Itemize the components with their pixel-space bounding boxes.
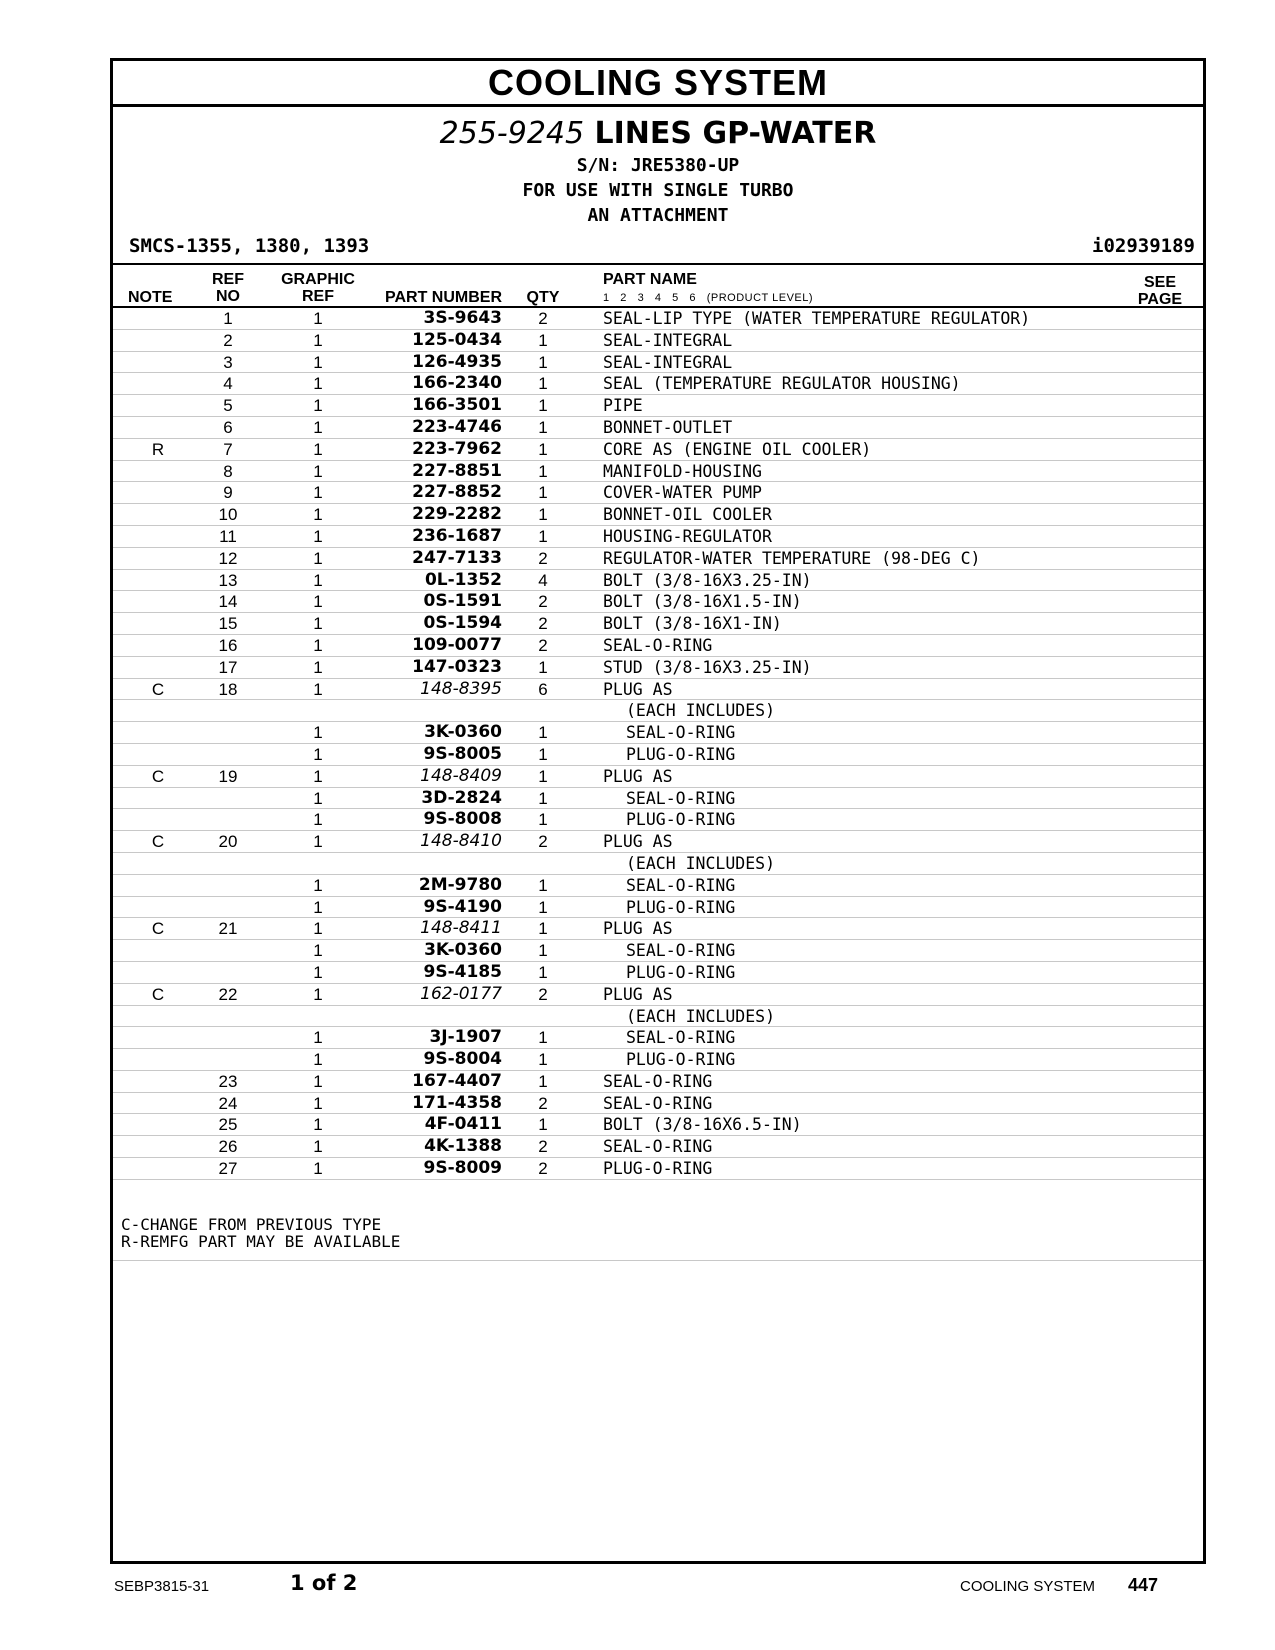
use-line-2: AN ATTACHMENT [587, 205, 729, 226]
note-cell: R [151, 439, 165, 459]
part-name-cell: BOLT (3/8-16X6.5-IN) [603, 1115, 802, 1135]
part-name-cell: PLUG-O-RING [603, 1159, 713, 1179]
table-row [113, 679, 1203, 701]
graphic-ref-cell: 1 [313, 788, 323, 808]
part-name-cell: SEAL-LIP TYPE (WATER TEMPERATURE REGULATOR) [603, 309, 1031, 328]
part-number-cell: 148-8411 [420, 918, 502, 939]
part-name-cell: SEAL-O-RING [603, 1137, 713, 1157]
qty-cell: 2 [538, 614, 548, 634]
table-row [113, 700, 1203, 722]
qty-cell: 2 [538, 548, 548, 568]
graphic-ref-cell: 1 [313, 962, 323, 982]
graphic-ref-cell: 1 [313, 570, 323, 590]
part-number-cell: 3D-2824 [421, 787, 502, 808]
part-number-cell: 167-4407 [412, 1070, 502, 1091]
qty-cell: 2 [538, 984, 548, 1004]
qty-cell: 2 [538, 1093, 548, 1113]
ref-no-cell: 22 [218, 984, 238, 1004]
ref-no-cell: 3 [223, 352, 233, 372]
qty-cell: 1 [538, 461, 548, 481]
part-number-cell: 9S-8009 [423, 1158, 502, 1179]
table-row [113, 526, 1203, 548]
graphic-ref-cell: 1 [313, 1137, 323, 1157]
header-see-page-line1: SEE [1143, 274, 1176, 291]
part-name-cell: COVER-WATER PUMP [603, 483, 762, 503]
group-title [113, 115, 1203, 153]
graphic-ref-cell: 1 [313, 461, 323, 481]
part-number-cell: 148-8395 [420, 678, 502, 699]
graphic-ref-cell: 1 [313, 635, 323, 655]
part-name-cell: SEAL-INTEGRAL [603, 330, 733, 350]
part-number-cell: 0S-1594 [423, 613, 502, 634]
table-row [113, 504, 1203, 526]
table-row [113, 1158, 1203, 1180]
part-name-cell: PLUG-O-RING [626, 897, 736, 917]
table-row [113, 1071, 1203, 1093]
part-number-cell: 171-4358 [412, 1092, 502, 1113]
graphic-ref-cell: 1 [313, 875, 323, 895]
header-qty: QTY [526, 289, 560, 306]
part-name-cell: (EACH INCLUDES) [626, 853, 776, 873]
header-graphic-ref-line2: REF [302, 288, 334, 305]
graphic-ref-cell: 1 [313, 897, 323, 917]
note-change: C-CHANGE FROM PREVIOUS TYPE [121, 1215, 382, 1234]
ref-no-cell: 5 [223, 396, 233, 416]
qty-cell: 1 [538, 505, 548, 525]
graphic-ref-cell: 1 [313, 1071, 323, 1091]
part-name-cell: (EACH INCLUDES) [626, 1006, 776, 1026]
table-row [113, 591, 1203, 613]
footer-page-of: 1 of 2 [290, 1571, 358, 1595]
part-name-cell: MANIFOLD-HOUSING [603, 461, 762, 481]
table-row [113, 1093, 1203, 1115]
header-ref-no [193, 271, 263, 305]
qty-cell: 1 [538, 374, 548, 394]
part-name-cell: SEAL-O-RING [603, 1093, 713, 1113]
part-name-cell: PLUG-O-RING [626, 810, 736, 830]
footer-section: COOLING SYSTEM [960, 1578, 1096, 1595]
part-name-cell: PLUG AS [603, 679, 673, 699]
part-number-cell: 9S-8004 [423, 1049, 502, 1070]
graphic-ref-cell: 1 [313, 723, 323, 743]
graphic-ref-cell: 1 [313, 744, 323, 764]
table-row [113, 570, 1203, 592]
part-number-cell: 125-0434 [412, 329, 502, 350]
note-cell: C [151, 766, 165, 786]
table-row [113, 940, 1203, 962]
serial-number: S/N: JRE5380-UP [576, 155, 740, 176]
qty-cell: 4 [538, 570, 548, 590]
graphic-ref-cell: 1 [313, 1159, 323, 1179]
graphic-ref-cell: 1 [313, 1028, 323, 1048]
table-row [113, 352, 1203, 374]
part-number-cell: 223-7962 [412, 438, 502, 459]
part-number-cell: 109-0077 [412, 634, 502, 655]
qty-cell: 2 [538, 592, 548, 612]
part-name-cell: BOLT (3/8-16X1.5-IN) [603, 592, 802, 612]
graphic-ref-cell: 1 [313, 592, 323, 612]
graphic-ref-cell: 1 [313, 1115, 323, 1135]
table-row [113, 1049, 1203, 1071]
qty-cell: 1 [538, 483, 548, 503]
note-cell: C [151, 984, 165, 1004]
part-name-cell: SEAL-O-RING [626, 875, 736, 895]
graphic-ref-cell: 1 [313, 657, 323, 677]
ref-no-cell: 17 [218, 657, 238, 677]
graphic-ref-cell: 1 [313, 548, 323, 568]
header-graphic-ref [268, 271, 368, 305]
graphic-ref-cell: 1 [313, 396, 323, 416]
part-number-cell: 162-0177 [420, 983, 502, 1004]
part-name-cell: SEAL-O-RING [626, 788, 736, 808]
ref-no-cell: 10 [218, 505, 238, 525]
ref-no-cell: 26 [218, 1137, 238, 1157]
qty-cell: 2 [538, 309, 548, 328]
notes-block [113, 1216, 1203, 1261]
part-number-cell: 166-3501 [412, 395, 502, 416]
part-number-cell: 9S-8005 [423, 743, 502, 764]
note-cell: C [151, 919, 165, 939]
table-row [113, 962, 1203, 984]
ref-no-cell: 2 [223, 330, 233, 350]
qty-cell: 2 [538, 1137, 548, 1157]
table-row [113, 613, 1203, 635]
use-line-1: FOR USE WITH SINGLE TURBO [522, 180, 794, 201]
qty-cell: 1 [538, 897, 548, 917]
footer-page-number: 447 [1128, 1575, 1159, 1595]
part-number-cell: 2M-9780 [418, 874, 502, 895]
header-part-name: PART NAME [603, 271, 697, 288]
page-frame [110, 58, 1206, 1564]
header-ref-no-line2: NO [216, 288, 240, 305]
qty-cell: 1 [538, 962, 548, 982]
document-identifier: i02939189 [1092, 235, 1195, 257]
part-name-cell: CORE AS (ENGINE OIL COOLER) [603, 439, 872, 459]
qty-cell: 1 [538, 1071, 548, 1091]
graphic-ref-cell: 1 [313, 919, 323, 939]
part-name-cell: BOLT (3/8-16X3.25-IN) [603, 570, 812, 590]
part-name-cell: STUD (3/8-16X3.25-IN) [603, 657, 812, 677]
ref-no-cell: 19 [218, 766, 238, 786]
header-see-page-line2: PAGE [1137, 291, 1183, 308]
graphic-ref-cell: 1 [313, 309, 323, 328]
graphic-ref-cell: 1 [313, 832, 323, 852]
qty-cell: 1 [538, 396, 548, 416]
table-row [113, 1114, 1203, 1136]
note-remfg: R-REMFG PART MAY BE AVAILABLE [121, 1232, 401, 1251]
graphic-ref-cell: 1 [313, 810, 323, 830]
smcs-row [113, 233, 1203, 263]
part-number-cell: 247-7133 [412, 547, 502, 568]
part-number-cell: 0S-1591 [423, 591, 502, 612]
header-product-level: 1 2 3 4 5 6 (PRODUCT LEVEL) [603, 292, 814, 304]
graphic-ref-cell: 1 [313, 417, 323, 437]
table-row [113, 395, 1203, 417]
ref-no-cell: 8 [223, 461, 233, 481]
part-number-cell: 166-2340 [412, 373, 502, 394]
graphic-ref-cell: 1 [313, 984, 323, 1004]
table-row [113, 482, 1203, 504]
table-row [113, 809, 1203, 831]
qty-cell: 2 [538, 635, 548, 655]
ref-no-cell: 1 [223, 309, 233, 328]
part-name-cell: (EACH INCLUDES) [626, 701, 776, 721]
qty-cell: 1 [538, 1050, 548, 1070]
part-number-cell: 3S-9643 [423, 308, 502, 328]
part-name-cell: PIPE [603, 396, 643, 416]
part-number-cell: 147-0323 [412, 656, 502, 677]
ref-no-cell: 15 [218, 614, 238, 634]
ref-no-cell: 18 [218, 679, 238, 699]
part-name-cell: SEAL-O-RING [626, 1028, 736, 1048]
footer-doc-number: SEBP3815-31 [114, 1578, 210, 1595]
graphic-ref-cell: 1 [313, 941, 323, 961]
ref-no-cell: 23 [218, 1071, 238, 1091]
qty-cell: 6 [538, 679, 548, 699]
table-row [113, 1136, 1203, 1158]
group-header [113, 115, 1203, 228]
part-number-cell: 126-4935 [412, 351, 502, 372]
graphic-ref-cell: 1 [313, 505, 323, 525]
part-name-cell: HOUSING-REGULATOR [603, 526, 772, 546]
ref-no-cell: 14 [218, 592, 238, 612]
graphic-ref-cell: 1 [313, 374, 323, 394]
ref-no-cell: 4 [223, 374, 233, 394]
section-title: COOLING SYSTEM [113, 61, 1203, 107]
table-row [113, 831, 1203, 853]
qty-cell: 1 [538, 941, 548, 961]
qty-cell: 1 [538, 439, 548, 459]
part-name-cell: BONNET-OUTLET [603, 417, 733, 437]
ref-no-cell: 21 [218, 919, 238, 939]
table-row [113, 657, 1203, 679]
graphic-ref-cell: 1 [313, 679, 323, 699]
graphic-ref-cell: 1 [313, 1093, 323, 1113]
graphic-ref-cell: 1 [313, 352, 323, 372]
part-name-cell: SEAL-INTEGRAL [603, 352, 733, 372]
table-row [113, 722, 1203, 744]
table-row [113, 744, 1203, 766]
ref-no-cell: 25 [218, 1115, 238, 1135]
part-name-cell: PLUG AS [603, 832, 673, 852]
header-graphic-ref-line1: GRAPHIC [281, 271, 355, 288]
table-row [113, 417, 1203, 439]
table-row [113, 853, 1203, 875]
part-number-cell: 148-8409 [420, 765, 502, 786]
table-row [113, 373, 1203, 395]
part-name-cell: BONNET-OIL COOLER [603, 505, 772, 525]
ref-no-cell: 27 [218, 1159, 238, 1179]
table-row [113, 439, 1203, 461]
page-footer [0, 1568, 1275, 1598]
table-row [113, 1027, 1203, 1049]
part-name-cell: REGULATOR-WATER TEMPERATURE (98-DEG C) [603, 548, 981, 568]
qty-cell: 1 [538, 723, 548, 743]
table-row [113, 548, 1203, 570]
qty-cell: 1 [538, 810, 548, 830]
graphic-ref-cell: 1 [313, 526, 323, 546]
note-cell: C [151, 832, 165, 852]
part-name-cell: PLUG AS [603, 919, 673, 939]
part-name-cell: PLUG AS [603, 766, 673, 786]
smcs-codes: SMCS-1355, 1380, 1393 [129, 235, 370, 257]
part-name-cell: SEAL-O-RING [603, 1071, 713, 1091]
part-number-cell: 236-1687 [412, 525, 502, 546]
qty-cell: 2 [538, 1159, 548, 1179]
table-header [113, 263, 1203, 308]
ref-no-cell: 13 [218, 570, 238, 590]
table-row [113, 897, 1203, 919]
ref-no-cell: 9 [223, 483, 233, 503]
note-cell: C [151, 679, 165, 699]
header-ref-no-line1: REF [212, 271, 244, 288]
part-name-cell: SEAL-O-RING [603, 635, 713, 655]
part-number-cell: 223-4746 [412, 416, 502, 437]
ref-no-cell: 7 [223, 439, 233, 459]
table-row [113, 766, 1203, 788]
part-name-cell: SEAL-O-RING [626, 941, 736, 961]
part-name-cell: BOLT (3/8-16X1-IN) [603, 614, 782, 634]
table-row [113, 635, 1203, 657]
graphic-ref-cell: 1 [313, 614, 323, 634]
part-name-cell: PLUG AS [603, 984, 673, 1004]
part-number-cell: 3K-0360 [424, 940, 502, 961]
qty-cell: 1 [538, 1115, 548, 1135]
graphic-ref-cell: 1 [313, 330, 323, 350]
qty-cell: 1 [538, 744, 548, 764]
table-row [113, 461, 1203, 483]
ref-no-cell: 12 [218, 548, 238, 568]
ref-no-cell: 6 [223, 417, 233, 437]
graphic-ref-cell: 1 [313, 1050, 323, 1070]
header-see-page [1125, 274, 1195, 308]
qty-cell: 1 [538, 417, 548, 437]
qty-cell: 1 [538, 875, 548, 895]
qty-cell: 1 [538, 766, 548, 786]
part-number-cell: 3K-0360 [424, 722, 502, 743]
ref-no-cell: 16 [218, 635, 238, 655]
parts-table-body [113, 308, 1203, 1180]
part-number-cell: 227-8851 [412, 460, 502, 481]
qty-cell: 2 [538, 832, 548, 852]
table-row [113, 788, 1203, 810]
header-part-number: PART NUMBER [384, 289, 502, 306]
graphic-ref-cell: 1 [313, 766, 323, 786]
part-number-cell: 9S-4190 [423, 896, 502, 917]
ref-no-cell: 24 [218, 1093, 238, 1113]
header-note: NOTE [128, 289, 173, 306]
ref-no-cell: 20 [218, 832, 238, 852]
qty-cell: 1 [538, 352, 548, 372]
ref-no-cell: 11 [219, 526, 237, 546]
table-row [113, 984, 1203, 1006]
part-number-cell: 0L-1352 [424, 569, 502, 590]
qty-cell: 1 [538, 788, 548, 808]
part-number-cell: 148-8410 [420, 831, 502, 852]
qty-cell: 1 [538, 657, 548, 677]
table-row [113, 330, 1203, 352]
part-number-cell: 9S-4185 [423, 961, 502, 982]
part-name-cell: PLUG-O-RING [626, 962, 736, 982]
part-number-cell: 4K-1388 [424, 1136, 502, 1157]
part-name-cell: SEAL (TEMPERATURE REGULATOR HOUSING) [603, 374, 961, 394]
part-name-cell: PLUG-O-RING [626, 744, 736, 764]
part-number-cell: 229-2282 [412, 504, 502, 525]
part-number-cell: 4F-0411 [424, 1114, 502, 1135]
table-row [113, 308, 1203, 330]
table-row [113, 918, 1203, 940]
qty-cell: 1 [538, 1028, 548, 1048]
part-name-cell: SEAL-O-RING [626, 723, 736, 743]
table-row [113, 1006, 1203, 1028]
qty-cell: 1 [538, 330, 548, 350]
group-part-number: 255-9245 [439, 116, 585, 151]
group-name: LINES GP-WATER [594, 116, 877, 151]
part-number-cell: 3J-1907 [429, 1027, 502, 1048]
qty-cell: 1 [538, 526, 548, 546]
part-number-cell: 9S-8008 [423, 809, 502, 830]
table-row [113, 875, 1203, 897]
graphic-ref-cell: 1 [313, 439, 323, 459]
part-name-cell: PLUG-O-RING [626, 1050, 736, 1070]
part-number-cell: 227-8852 [412, 482, 502, 503]
graphic-ref-cell: 1 [313, 483, 323, 503]
qty-cell: 1 [538, 919, 548, 939]
